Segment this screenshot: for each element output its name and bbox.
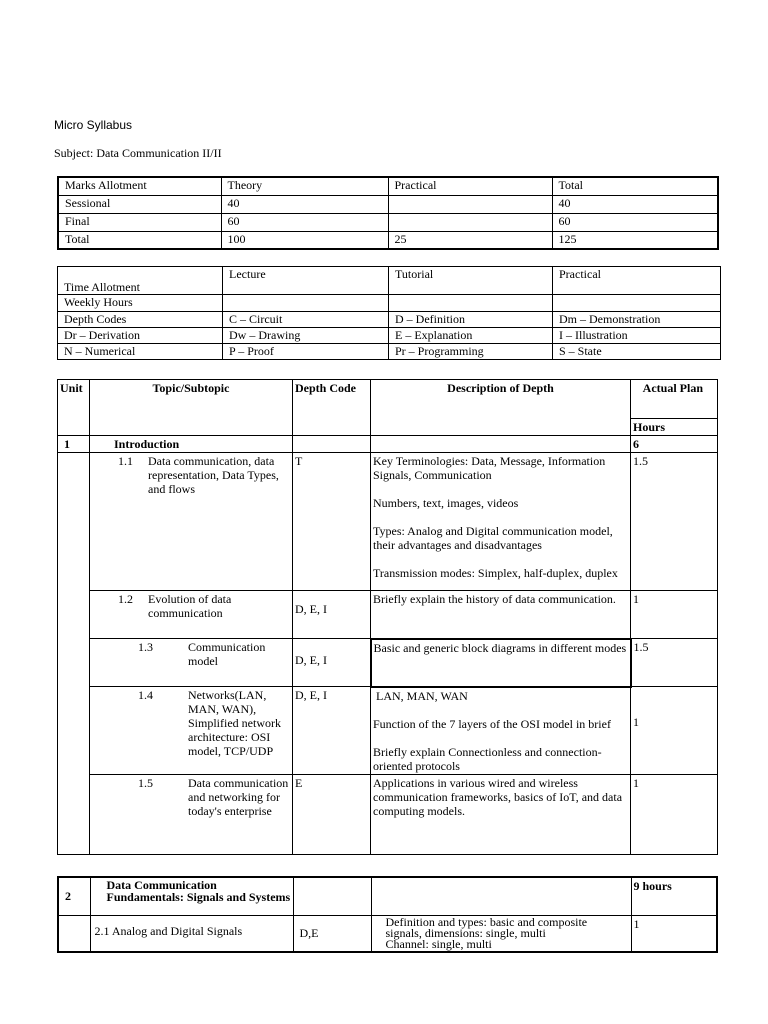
table-cell: 40 (221, 195, 388, 213)
table-cell: Total (58, 231, 221, 249)
syllabus-plan-table (57, 379, 718, 855)
subject-line: Subject: Data Communication II/II (54, 146, 222, 160)
subtopic-title: Evolution of data communication (148, 592, 232, 620)
subtopic-title: Networks(LAN, MAN, WAN), Simplified network architecture: OSI model, TCP/UDP (188, 688, 281, 758)
description-line: Briefly explain Connectionless and connection-oriented protocols (373, 744, 602, 773)
time-header-cell: Practical (553, 267, 721, 295)
topic-cell (90, 687, 293, 775)
subtopic-number: 1.4 (138, 688, 153, 702)
unit-row (58, 877, 717, 915)
topic-cell (90, 453, 293, 591)
table-cell (371, 877, 631, 915)
table-row (58, 774, 718, 854)
table-cell: 60 (552, 213, 718, 231)
topic-header: Topic/Subtopic (90, 380, 293, 436)
table-cell: Depth Codes (58, 312, 223, 328)
depth-code-cell: D,E (293, 915, 371, 952)
depth-code-cell: D, E, I (293, 639, 371, 687)
topic-cell (90, 591, 293, 639)
subtopic (118, 640, 290, 668)
table-cell (293, 877, 371, 915)
table-row (58, 453, 718, 591)
table-cell: Dr – Derivation (58, 328, 223, 344)
table-cell: 40 (552, 195, 718, 213)
subtopic-number: 1.1 (118, 454, 133, 468)
subtopic-title: 2.1 Analog and Digital Signals (90, 915, 293, 952)
marks-allotment-table (57, 176, 719, 250)
description-line: Applications in various wired and wireless communication frameworks, basics of IoT, and data computing models. (373, 775, 623, 818)
unit-header: Unit (58, 380, 90, 436)
subtopic (118, 454, 290, 496)
marks-header-cell: Theory (221, 177, 388, 195)
description-line: Function of the 7 layers of the OSI model in brief (373, 716, 611, 731)
depth-code-cell: D, E, I (293, 591, 371, 639)
table-cell: Final (58, 213, 221, 231)
time-header-cell: Tutorial (389, 267, 553, 295)
description-line: LAN, MAN, WAN (376, 688, 468, 703)
description-cell (371, 774, 631, 854)
hours-cell: 1.5 (631, 639, 718, 687)
unit-hours: 6 (631, 436, 718, 453)
table-cell (388, 213, 552, 231)
table-cell: E – Explanation (389, 328, 553, 344)
table-cell: Sessional (58, 195, 221, 213)
hours-cell: 1.5 (631, 453, 718, 591)
unit-title: Data Communication Fundamentals: Signals and Systems (90, 877, 293, 915)
unit-hours: 9 hours (631, 877, 717, 915)
unit-number: 2 (58, 877, 90, 915)
table-cell: Pr – Programming (389, 344, 553, 360)
description-header: Description of Depth (371, 380, 631, 436)
description-cell (371, 591, 631, 639)
description-line: Definition and types: basic and composite (385, 914, 588, 929)
table-row (58, 213, 718, 231)
unit-title: Introduction (90, 436, 293, 453)
table-cell (293, 436, 371, 453)
table-cell: 25 (388, 231, 552, 249)
description-line: Channel: single, multi (385, 936, 492, 951)
table-row (58, 915, 717, 952)
hours-cell: 1 (631, 774, 718, 854)
subtopic-number: 1.5 (138, 775, 153, 790)
description-cell (371, 687, 631, 775)
table-cell: Dw – Drawing (223, 328, 389, 344)
hours-cell: 1 (631, 915, 717, 952)
time-header-cell: Lecture (223, 267, 389, 295)
table-row (58, 231, 718, 249)
subtopic-title: Data communication, data representation, Data Types, and flows (148, 454, 279, 496)
subtopic-title: Data communication and networking for today's enterprise (188, 775, 289, 818)
marks-header-cell: Total (552, 177, 718, 195)
table-cell: C – Circuit (223, 312, 389, 328)
description-cell (371, 915, 631, 952)
hours-cell: 1 (631, 687, 718, 775)
subtopic (118, 776, 290, 818)
depth-code-cell: E (293, 774, 371, 854)
table-cell: I – Illustration (553, 328, 721, 344)
table-cell (223, 295, 389, 312)
table-cell: P – Proof (223, 344, 389, 360)
table-cell: N – Numerical (58, 344, 223, 360)
depth-code-cell: D, E, I (293, 687, 371, 775)
description-line: Briefly explain the history of data communication. (373, 592, 616, 606)
subtopic (118, 688, 290, 758)
topic-cell (90, 639, 293, 687)
table-row (58, 195, 718, 213)
document-heading: Micro Syllabus (54, 118, 133, 132)
description-cell (371, 639, 631, 687)
table-cell: Dm – Demonstration (553, 312, 721, 328)
table-row (58, 312, 721, 328)
subtopic-number: 1.2 (118, 592, 133, 606)
table-row (58, 344, 721, 360)
description-cell (371, 453, 631, 591)
actual-plan-header (631, 380, 718, 436)
table-cell: 60 (221, 213, 388, 231)
depth-code-header: Depth Code (293, 380, 371, 436)
table-cell (371, 436, 631, 453)
table-cell (388, 195, 552, 213)
unit-row (58, 436, 718, 453)
description-line: Transmission modes: Simplex, half-duplex, duplex (373, 566, 618, 580)
description-line: Key Terminologies: Data, Message, Information Signals, Communication (373, 454, 606, 482)
marks-header-row (58, 177, 718, 195)
table-row (58, 687, 718, 775)
table-cell (553, 295, 721, 312)
table-row (58, 591, 718, 639)
unit-number: 1 (58, 436, 90, 453)
actual-plan-label: Actual Plan (631, 380, 717, 419)
description-line: signals, dimensions: single, multi (385, 925, 546, 940)
marks-header-cell: Marks Allotment (58, 177, 221, 195)
table-row (58, 639, 718, 687)
description-line: Types: Analog and Digital communication model, their advantages and disadvantages (373, 524, 613, 552)
hours-cell: 1 (631, 591, 718, 639)
table-row (58, 295, 721, 312)
table-row (58, 328, 721, 344)
description-line: Basic and generic block diagrams in different modes (373, 640, 627, 655)
subtopic (118, 592, 290, 620)
time-header-cell: Time Allotment (58, 267, 223, 295)
hours-label: Hours (633, 420, 666, 434)
marks-header-cell: Practical (388, 177, 552, 195)
topic-cell (90, 774, 293, 854)
subtopic-number: 1.3 (138, 640, 153, 654)
table-cell (58, 915, 90, 952)
table-cell: 100 (221, 231, 388, 249)
description-line: Numbers, text, images, videos (373, 496, 519, 510)
table-cell: 125 (552, 231, 718, 249)
table-cell (389, 295, 553, 312)
unit-spacer-cell (58, 453, 90, 855)
depth-code-cell: T (293, 453, 371, 591)
time-header-row (58, 267, 721, 295)
plan-header-row (58, 380, 718, 436)
table-cell: D – Definition (389, 312, 553, 328)
subtopic-title: Communication model (188, 640, 266, 668)
table-cell: S – State (553, 344, 721, 360)
table-cell: Weekly Hours (58, 295, 223, 312)
unit2-table (57, 876, 718, 953)
time-allotment-table (57, 266, 721, 360)
